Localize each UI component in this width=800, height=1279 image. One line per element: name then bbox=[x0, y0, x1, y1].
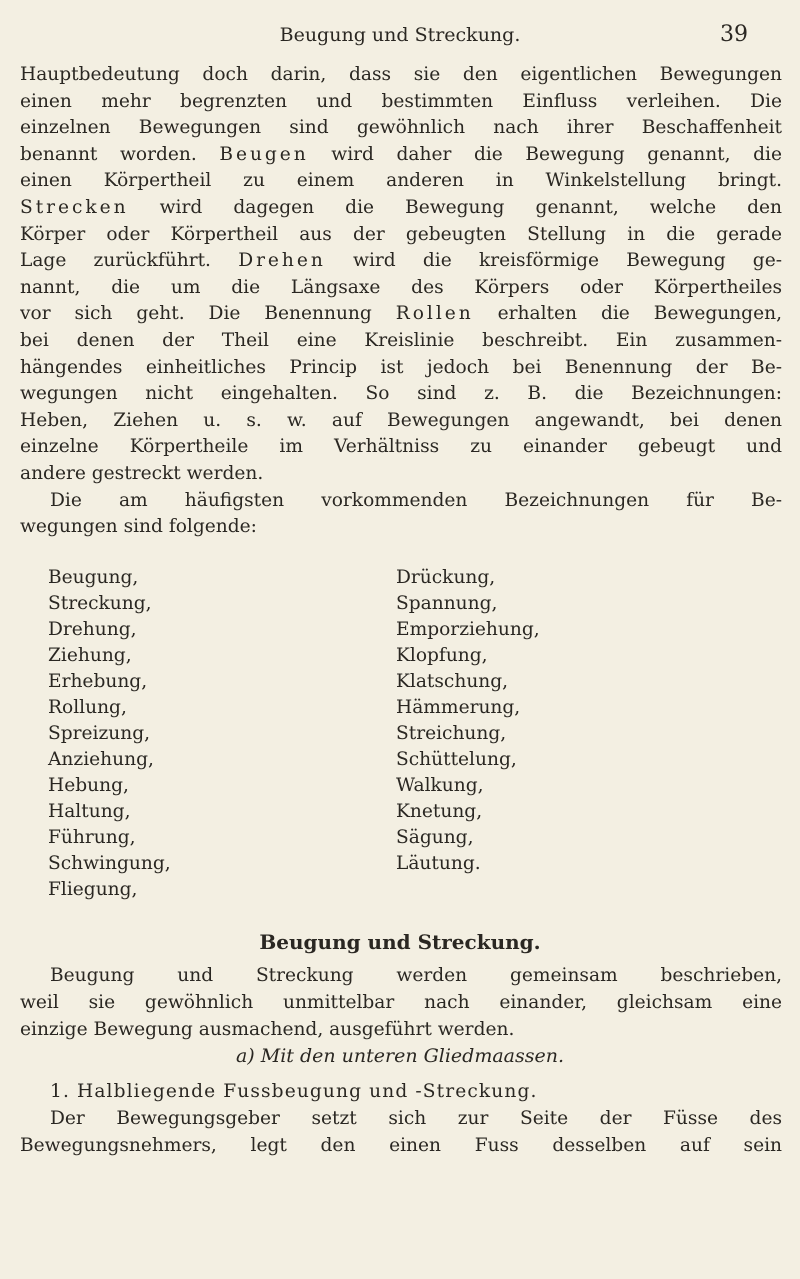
emphasized-term: Rollen bbox=[395, 303, 474, 325]
text-line: Beugung und Streckung werden gemeinsam beschrieben, bbox=[50, 965, 782, 986]
text-fragment: benannt worden. bbox=[20, 143, 197, 165]
exercise-title: 1. Halbliegende Fussbeugung und -Streckung. bbox=[50, 1081, 538, 1102]
term-item: Erhebung, bbox=[48, 671, 148, 692]
text-line: einen mehr begrenzten und bestimmten Einfluss verleihen. Die bbox=[20, 90, 782, 112]
term-item: Ziehung, bbox=[48, 645, 132, 666]
text-line: einzige Bewegung ausmachend, ausgeführt werden. bbox=[20, 1019, 515, 1040]
text-line: nannt, die um die Längsaxe des Körpers oder Körpertheiles bbox=[20, 276, 782, 298]
term-item: Streichung, bbox=[396, 723, 507, 744]
text-line: einzelnen Bewegungen sind gewöhnlich nach ihrer Beschaffenheit bbox=[20, 117, 782, 139]
term-item: Rollung, bbox=[48, 697, 127, 718]
text-fragment: erhalten die Bewegungen, bbox=[497, 303, 782, 325]
text-line bbox=[20, 142, 782, 169]
term-item: Anziehung, bbox=[48, 749, 154, 770]
term-item: Drehung, bbox=[48, 619, 137, 640]
term-item: Hämmerung, bbox=[396, 697, 521, 718]
term-item: Sägung, bbox=[396, 827, 474, 848]
text-line: weil sie gewöhnlich unmittelbar nach einander, gleichsam eine bbox=[20, 992, 782, 1013]
term-item: Läutung. bbox=[396, 853, 481, 874]
term-item: Klatschung, bbox=[396, 671, 509, 692]
text-line: bei denen der Theil eine Kreislinie beschreibt. Ein zusammen- bbox=[20, 329, 782, 351]
text-line: einzelne Körpertheile im Verhältniss zu einander gebeugt und bbox=[20, 436, 782, 458]
term-item: Beugung, bbox=[48, 567, 139, 588]
term-item: Streckung, bbox=[48, 593, 152, 614]
text-line bbox=[20, 301, 782, 328]
text-line: Heben, Ziehen u. s. w. auf Bewegungen angewandt, bei denen bbox=[20, 409, 782, 431]
subheading: a) Mit den unteren Gliedmaassen. bbox=[235, 1045, 565, 1067]
terms-column-left bbox=[48, 565, 171, 903]
emphasized-term: Beugen bbox=[219, 143, 309, 165]
text-fragment: wird daher die Bewegung genannt, die bbox=[331, 143, 782, 165]
term-item: Spannung, bbox=[396, 593, 498, 614]
term-item: Knetung, bbox=[396, 801, 483, 822]
text-line bbox=[20, 195, 782, 222]
emphasized-term: Drehen bbox=[238, 250, 326, 272]
text-line: Die am häufigsten vorkommenden Bezeichnungen für Be- bbox=[50, 489, 782, 511]
text-fragment: wird dagegen die Bewegung genannt, welche den bbox=[159, 196, 782, 218]
section-heading: Beugung und Streckung. bbox=[259, 930, 541, 954]
term-item: Klopfung, bbox=[396, 645, 488, 666]
text-fragment: wird die kreisförmige Bewegung ge- bbox=[353, 250, 782, 272]
term-item: Emporziehung, bbox=[396, 619, 540, 640]
text-line: Der Bewegungsgeber setzt sich zur Seite der Füsse des bbox=[50, 1108, 782, 1129]
text-line: Bewegungsnehmers, legt den einen Fuss desselben auf sein bbox=[20, 1135, 782, 1156]
text-fragment: Lage zurückführt. bbox=[20, 250, 211, 272]
text-line bbox=[20, 248, 782, 275]
term-item: Walkung, bbox=[396, 775, 484, 796]
term-item: Drückung, bbox=[396, 567, 496, 588]
text-line: Körper oder Körpertheil aus der gebeugten Stellung in die gerade bbox=[20, 223, 782, 245]
term-item: Haltung, bbox=[48, 801, 131, 822]
exercise-paragraph bbox=[20, 1078, 782, 1159]
text-line: einen Körpertheil zu einem anderen in Winkelstellung bringt. bbox=[20, 170, 782, 192]
body-paragraph bbox=[20, 62, 782, 541]
term-item: Schwingung, bbox=[48, 853, 171, 874]
text-line: wegungen sind folgende: bbox=[20, 516, 257, 538]
text-line: Hauptbedeutung doch darin, dass sie den eigentlichen Bewegungen bbox=[20, 64, 782, 85]
text-line: hängendes einheitliches Princip ist jedoch bei Benennung der Be- bbox=[20, 356, 782, 378]
text-line: andere gestreckt werden. bbox=[20, 462, 264, 484]
term-item: Fliegung, bbox=[48, 879, 138, 900]
term-item: Spreizung, bbox=[48, 723, 151, 744]
term-item: Hebung, bbox=[48, 775, 129, 796]
term-item: Schüttelung, bbox=[396, 749, 517, 770]
running-title: Beugung und Streckung. bbox=[279, 24, 521, 46]
term-item: Führung, bbox=[48, 827, 136, 848]
text-fragment: vor sich geht. Die Benennung bbox=[20, 303, 372, 325]
emphasized-term: Strecken bbox=[20, 196, 129, 218]
text-line: wegungen nicht eingehalten. So sind z. B. die Bezeichnungen: bbox=[20, 383, 782, 405]
page-header bbox=[0, 22, 800, 52]
terms-column-right bbox=[396, 565, 540, 877]
section-paragraph bbox=[20, 962, 782, 1043]
page-number: 39 bbox=[720, 22, 748, 47]
